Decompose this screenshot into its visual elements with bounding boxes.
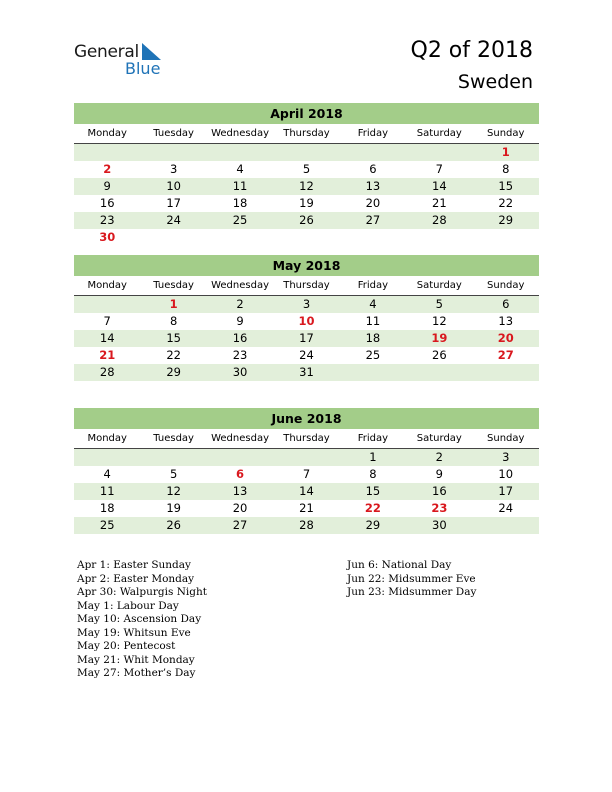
week-row (74, 296, 539, 313)
day-cell: 30 (432, 518, 447, 532)
week-row (74, 364, 539, 381)
weekday-label: Monday (87, 433, 127, 444)
empty-day-cell (207, 229, 273, 246)
country-name: Sweden (457, 71, 533, 93)
month-weeks (74, 144, 539, 246)
month-may (74, 255, 539, 381)
day-cell: 20 (365, 196, 381, 210)
day-cell: 9 (103, 179, 111, 193)
holiday-list-right (347, 559, 476, 600)
day-cell: 13 (365, 179, 381, 193)
day-cell: 29 (365, 518, 381, 532)
weekday-header-row (74, 429, 539, 449)
weekday-label: Tuesday (153, 128, 194, 139)
day-cell: 17 (299, 331, 314, 345)
week-row (74, 347, 539, 364)
day-cell: 6 (236, 467, 245, 481)
day-cell: 11 (99, 484, 115, 498)
weekday-header-row (74, 276, 539, 296)
day-cell: 21 (99, 348, 116, 362)
weekday-label: Tuesday (153, 280, 194, 291)
holiday-item: Jun 6: National Day (347, 559, 452, 571)
day-cell: 26 (432, 348, 447, 362)
weekday-header-row (74, 124, 539, 144)
day-cell: 24 (166, 213, 181, 227)
day-cell: 12 (166, 484, 181, 498)
day-cell: 25 (99, 518, 115, 532)
weekday-label: Thursday (283, 280, 330, 291)
empty-day-cell (273, 449, 339, 466)
holiday-item: Apr 1: Easter Sunday (77, 559, 191, 571)
weekday-label: Saturday (416, 433, 462, 444)
day-cell: 28 (432, 213, 447, 227)
holiday-item: Apr 2: Easter Monday (77, 572, 195, 585)
empty-day-cell (74, 296, 140, 313)
page-title: Q2 of 2018 (410, 38, 533, 63)
weekday-label: Monday (87, 128, 127, 139)
day-cell: 28 (299, 518, 314, 532)
day-cell: 25 (365, 348, 381, 362)
holiday-list-left (77, 559, 207, 681)
empty-day-cell (273, 144, 339, 161)
month-weeks (74, 449, 539, 534)
week-row (74, 161, 539, 178)
empty-day-cell (74, 449, 140, 466)
day-cell: 13 (498, 314, 514, 328)
weekday-label: Friday (357, 280, 389, 291)
day-cell: 4 (369, 297, 377, 311)
day-cell: 21 (299, 501, 314, 515)
month-title: June 2018 (74, 408, 539, 429)
week-row (74, 212, 539, 229)
day-cell: 22 (498, 196, 514, 210)
logo-text-general: General (74, 42, 139, 62)
day-cell: 24 (498, 501, 514, 515)
week-row (74, 466, 539, 483)
weekday-label: Sunday (487, 433, 525, 444)
day-cell: 5 (435, 297, 443, 311)
generalblue-logo (74, 40, 194, 80)
day-cell: 1 (169, 297, 178, 311)
empty-day-cell (74, 144, 140, 161)
empty-day-cell (340, 144, 406, 161)
weekday-label: Sunday (487, 128, 525, 139)
day-cell: 19 (299, 196, 314, 210)
day-cell: 2 (236, 297, 244, 311)
day-cell: 18 (232, 196, 248, 210)
day-cell: 28 (99, 365, 115, 379)
holiday-item: May 1: Labour Day (77, 599, 179, 612)
day-cell: 21 (432, 196, 447, 210)
day-cell: 14 (299, 484, 314, 498)
empty-day-cell (473, 364, 539, 381)
holiday-item: May 21: Whit Monday (77, 653, 195, 666)
empty-day-cell (140, 229, 206, 246)
day-cell: 23 (431, 501, 448, 515)
weekday-label: Tuesday (153, 433, 194, 444)
day-cell: 4 (103, 467, 111, 481)
weekday-label: Saturday (416, 128, 462, 139)
day-cell: 6 (502, 297, 510, 311)
day-cell: 19 (431, 331, 448, 345)
day-cell: 22 (364, 501, 381, 515)
day-cell: 26 (299, 213, 314, 227)
day-cell: 2 (435, 450, 443, 464)
day-cell: 11 (232, 179, 248, 193)
holiday-item: May 27: Mother’s Day (77, 667, 196, 679)
day-cell: 20 (232, 501, 248, 515)
empty-day-cell (207, 144, 273, 161)
day-cell: 8 (169, 314, 178, 328)
day-cell: 5 (169, 467, 178, 481)
day-cell: 17 (498, 484, 514, 498)
day-cell: 1 (501, 145, 510, 159)
logo-text-blue: Blue (125, 59, 161, 78)
day-cell: 7 (103, 314, 111, 328)
day-cell: 11 (365, 314, 381, 328)
day-cell: 3 (302, 297, 311, 311)
week-row (74, 483, 539, 500)
day-cell: 9 (236, 314, 244, 328)
holiday-item: May 19: Whitsun Eve (77, 626, 191, 639)
week-row (74, 517, 539, 534)
day-cell: 3 (502, 450, 510, 464)
weekday-label: Saturday (416, 280, 462, 291)
day-cell: 2 (103, 162, 112, 176)
empty-day-cell (273, 229, 339, 246)
day-cell: 23 (232, 348, 248, 362)
empty-day-cell (406, 144, 472, 161)
day-cell: 14 (432, 179, 447, 193)
week-row (74, 500, 539, 517)
week-row (74, 144, 539, 161)
day-cell: 3 (169, 162, 178, 176)
day-cell: 30 (232, 365, 248, 379)
week-row (74, 449, 539, 466)
week-row (74, 313, 539, 330)
day-cell: 18 (365, 331, 381, 345)
day-cell: 15 (498, 179, 514, 193)
weekday-label: Friday (357, 128, 389, 139)
day-cell: 15 (166, 331, 181, 345)
day-cell: 15 (365, 484, 381, 498)
day-cell: 29 (166, 365, 181, 379)
month-title: April 2018 (74, 103, 539, 124)
day-cell: 14 (99, 331, 115, 345)
month-june (74, 408, 539, 534)
day-cell: 8 (502, 162, 510, 176)
day-cell: 5 (302, 162, 311, 176)
empty-day-cell (207, 449, 273, 466)
empty-day-cell (340, 364, 406, 381)
week-row (74, 178, 539, 195)
day-cell: 24 (299, 348, 314, 362)
day-cell: 27 (497, 348, 514, 362)
day-cell: 10 (166, 179, 181, 193)
holiday-item: Jun 23: Midsummer Day (347, 586, 477, 598)
holiday-item: Jun 22: Midsummer Eve (347, 572, 476, 585)
week-row (74, 229, 539, 246)
day-cell: 1 (369, 450, 377, 464)
empty-day-cell (140, 449, 206, 466)
week-row (74, 195, 539, 212)
empty-day-cell (406, 229, 472, 246)
day-cell: 16 (232, 331, 248, 345)
day-cell: 16 (99, 196, 115, 210)
holiday-item: Apr 30: Walpurgis Night (77, 586, 207, 598)
day-cell: 17 (166, 196, 181, 210)
day-cell: 12 (299, 179, 314, 193)
weekday-label: Thursday (283, 433, 330, 444)
day-cell: 8 (369, 467, 377, 481)
weekday-label: Friday (357, 433, 389, 444)
holiday-item: May 10: Ascension Day (77, 613, 202, 625)
day-cell: 4 (236, 162, 244, 176)
day-cell: 19 (166, 501, 181, 515)
month-weeks (74, 296, 539, 381)
day-cell: 20 (497, 331, 514, 345)
month-title: May 2018 (74, 255, 539, 276)
day-cell: 23 (99, 213, 115, 227)
empty-day-cell (406, 364, 472, 381)
month-april (74, 103, 539, 246)
weekday-label: Wednesday (211, 433, 269, 444)
day-cell: 7 (435, 162, 443, 176)
day-cell: 26 (166, 518, 181, 532)
day-cell: 31 (299, 365, 314, 379)
weekday-label: Wednesday (211, 280, 269, 291)
day-cell: 27 (365, 213, 381, 227)
weekday-label: Sunday (487, 280, 525, 291)
day-cell: 27 (232, 518, 248, 532)
empty-day-cell (340, 229, 406, 246)
day-cell: 22 (166, 348, 181, 362)
week-row (74, 330, 539, 347)
day-cell: 6 (369, 162, 377, 176)
day-cell: 7 (302, 467, 311, 481)
weekday-label: Monday (87, 280, 127, 291)
empty-day-cell (473, 229, 539, 246)
day-cell: 10 (298, 314, 315, 328)
day-cell: 12 (432, 314, 447, 328)
day-cell: 9 (435, 467, 443, 481)
day-cell: 13 (232, 484, 248, 498)
day-cell: 29 (498, 213, 514, 227)
weekday-label: Wednesday (211, 128, 269, 139)
weekday-label: Thursday (283, 128, 330, 139)
day-cell: 18 (99, 501, 115, 515)
day-cell: 25 (232, 213, 248, 227)
empty-day-cell (473, 517, 539, 534)
holiday-item: May 20: Pentecost (77, 640, 176, 652)
day-cell: 16 (432, 484, 447, 498)
day-cell: 10 (498, 467, 514, 481)
empty-day-cell (140, 144, 206, 161)
day-cell: 30 (99, 230, 116, 244)
